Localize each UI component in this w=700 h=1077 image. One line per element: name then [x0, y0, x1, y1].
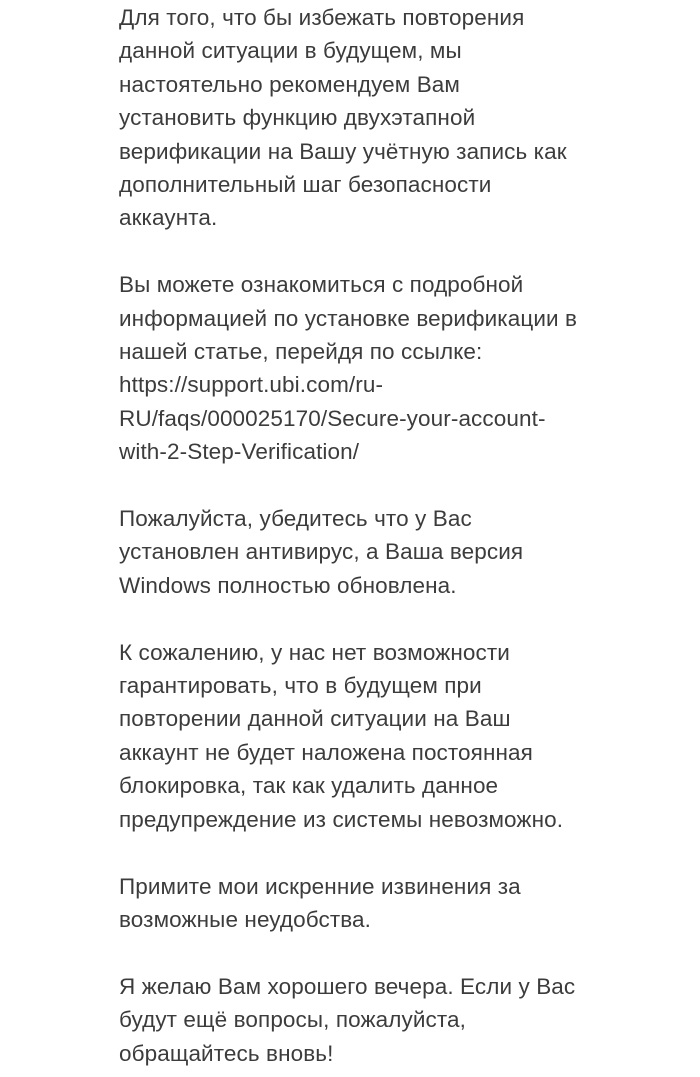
- text-line: блокировка, так как удалить данное: [119, 773, 499, 799]
- text-line: Я желаю Вам хорошего вечера. Если у Вас: [119, 973, 576, 999]
- text-line: К сожалению, у нас нет возможности: [119, 639, 510, 665]
- text-line: повторении данной ситуации на Ваш: [119, 706, 511, 732]
- text-line: возможные неудобства.: [119, 906, 372, 932]
- text-line: будут ещё вопросы, пожалуйста,: [119, 1007, 466, 1033]
- text-line: Пожалуйста, убедитесь что у Вас: [119, 506, 472, 532]
- support-url-line: with-2-Step-Verification/: [119, 439, 360, 465]
- text-line: нашей статье, перейдя по ссылке:: [119, 339, 483, 365]
- text-line: предупреждение из системы невозможно.: [119, 806, 564, 832]
- text-line: аккаунта.: [119, 205, 218, 231]
- paragraph-closing: [119, 970, 679, 1070]
- paragraph-warning: [119, 636, 679, 836]
- text-line: информацией по установке верификации в: [119, 305, 578, 331]
- paragraph-apology: [119, 870, 679, 937]
- text-line: Примите мои искренние извинения за: [119, 873, 521, 899]
- paragraph-antivirus: [119, 502, 679, 602]
- text-line: установлен антивирус, а Ваша версия: [119, 539, 524, 565]
- support-url-line: RU/faqs/000025170/Secure-your-account-: [119, 405, 546, 431]
- text-line: установить функцию двухэтапной: [119, 105, 476, 131]
- paragraph-two-step-recommendation: [119, 1, 679, 235]
- text-line: Для того, что бы избежать повторения: [119, 5, 525, 30]
- text-line: данной ситуации в будущем, мы: [119, 38, 462, 64]
- text-line: обращайтесь вновь!: [119, 1040, 334, 1066]
- text-line: настоятельно рекомендуем Вам: [119, 71, 460, 97]
- text-line: гарантировать, что в будущем при: [119, 673, 482, 699]
- text-line: Windows полностью обновлена.: [119, 572, 457, 598]
- text-line: дополнительный шаг безопасности: [119, 172, 492, 198]
- text-line: Вы можете ознакомиться с подробной: [119, 272, 524, 298]
- text-line: аккаунт не будет наложена постоянная: [119, 739, 533, 765]
- text-line: верификации на Вашу учётную запись как: [119, 138, 567, 164]
- message-body: [119, 1, 679, 1070]
- paragraph-article-link: [119, 268, 679, 468]
- support-url-line: https://support.ubi.com/ru-: [119, 372, 384, 398]
